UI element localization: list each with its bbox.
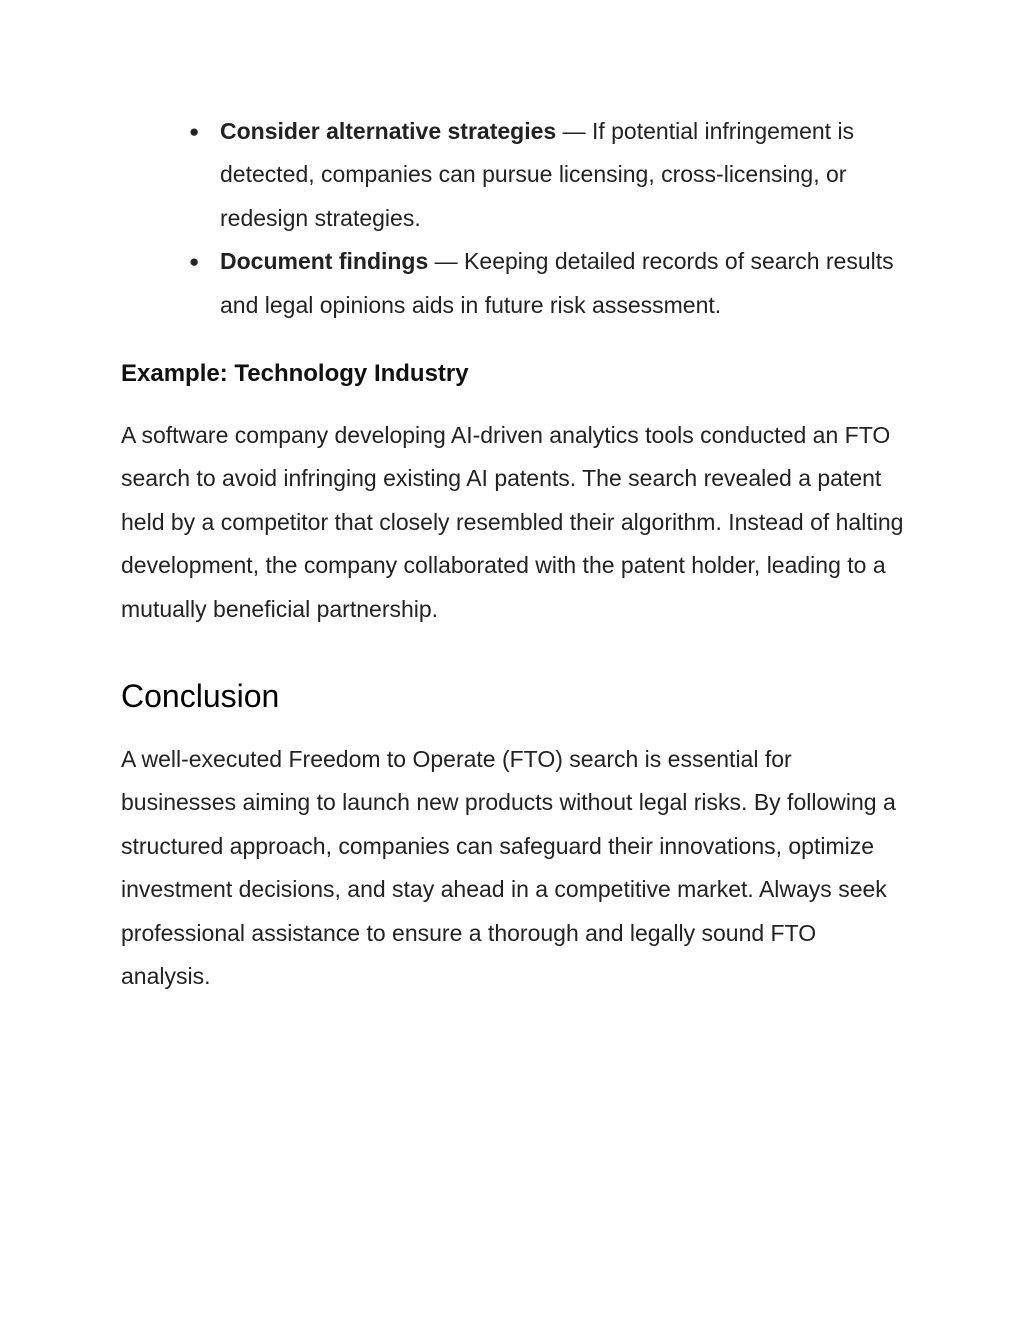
bullet-icon: ● — [189, 122, 200, 141]
example-paragraph: A software company developing AI-driven analytics tools conducted an FTO search to avoid infringing existing AI patents. The search revealed a patent held by a competitor that closely resembled their algorithm. Instead of halting development, the company collaborated with the patent holder, leading to a mutually beneficial partnership. — [121, 422, 904, 622]
list-item-term: Document findings — [220, 248, 429, 275]
list-item-text: — Keeping detailed records of search results and legal opinions aids in future risk assessment. — [220, 248, 894, 318]
example-heading: Example: Technology Industry — [121, 360, 469, 388]
strategy-list — [121, 110, 911, 327]
list-item — [189, 110, 911, 240]
bullet-icon: ● — [189, 252, 200, 272]
document-page — [121, 110, 911, 999]
list-item-text: — If potential infringement is detected, companies can pursue licensing, cross-licensing, or redesign strategies. — [220, 118, 855, 231]
conclusion-heading: Conclusion — [121, 678, 280, 715]
conclusion-paragraph: A well-executed Freedom to Operate (FTO) search is essential for businesses aiming to launch new products without legal risks. By following a structured approach, companies can safeguard their innovations, optimize investment decisions, and stay ahead in a competitive market. Always seek professional assistance to ensure a thorough and legally sound FTO analysis. — [121, 746, 896, 990]
list-item — [189, 240, 911, 327]
list-item-term: Consider alternative strategies — [220, 118, 557, 144]
